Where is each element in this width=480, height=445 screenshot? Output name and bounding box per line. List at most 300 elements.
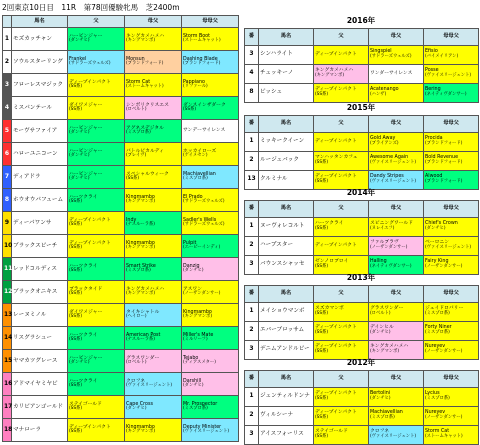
- father-name: ディープインパクト: [69, 240, 111, 246]
- result-row: [245, 406, 479, 425]
- father-line: (SS系): [69, 222, 83, 228]
- result-mother-father-cell: [369, 406, 424, 425]
- year-results-table: [244, 370, 479, 445]
- mother-father-line: (キングマンボ): [126, 245, 156, 251]
- mother-father-name: Kingmambo: [126, 194, 155, 200]
- mother-father-cell: [125, 350, 182, 373]
- mother-mother-father-line: (ストームキャット): [183, 38, 221, 44]
- results-header-ban: 番: [245, 286, 259, 303]
- result-father-line: (SS系): [315, 348, 329, 354]
- result-mother-mother-father-cell: [424, 236, 479, 255]
- result-father-line: (SS系): [315, 225, 329, 231]
- result-mother-father-line: (ダンチヒ): [370, 395, 391, 401]
- father-name: ブラックタイド: [69, 286, 103, 292]
- results-header-name: 馬名: [259, 286, 314, 303]
- horse-name: カリビアンゴールド: [12, 396, 68, 419]
- result-row: [245, 83, 479, 102]
- mother-mother-father-line: (ダンチヒ): [183, 268, 204, 274]
- mother-father-cell: [125, 120, 182, 143]
- result-number: 2: [245, 406, 259, 425]
- father-cell: [68, 97, 125, 120]
- mother-father-cell: [125, 143, 182, 166]
- result-father-name: ハーツクライ: [315, 221, 344, 227]
- horse-number: 15: [3, 350, 12, 373]
- father-line: (SS系): [69, 337, 83, 343]
- result-mother-father-line: (ダンチヒ): [370, 329, 391, 335]
- father-cell: [68, 189, 125, 212]
- father-name: ハービンジャー: [69, 171, 103, 177]
- result-mother-mother-father-name: Lycius: [425, 391, 440, 397]
- result-mother-father-cell: [369, 321, 424, 340]
- result-horse-name: アイスフォーリス: [259, 425, 314, 444]
- father-name: ハーツクライ: [69, 378, 98, 384]
- mother-father-line: (SS系): [126, 176, 140, 182]
- year-heading: 2013年: [346, 273, 376, 282]
- horse-number: 7: [3, 166, 12, 189]
- entry-header-name: 馬名: [12, 16, 68, 28]
- result-mother-father-name: Gold Away: [370, 136, 396, 142]
- mother-father-line: (ロベルト): [126, 107, 147, 113]
- entry-row: [3, 97, 239, 120]
- horse-name: ブラックスビーチ: [12, 235, 68, 258]
- mother-mother-father-name: Tejabo: [183, 355, 199, 361]
- mother-father-name: American Post: [126, 332, 161, 338]
- result-mother-father-line: (サドラーズウェルズ): [370, 53, 412, 59]
- results-header-father: 父: [314, 201, 369, 218]
- father-name: ステイゴールド: [69, 401, 102, 407]
- results-header-row: [245, 286, 479, 303]
- year-results-table: [244, 115, 479, 190]
- result-mother-father-cell: [369, 64, 424, 83]
- result-mother-father-line: (ミスプロ系): [370, 414, 395, 420]
- result-mother-father-name: キングカメハメハ: [370, 344, 409, 350]
- mother-father-line: (ロベルト): [126, 360, 147, 366]
- result-mother-mother-father-name: Alwood: [425, 174, 443, 180]
- father-line: (SS系): [69, 314, 83, 320]
- entry-row: [3, 212, 239, 235]
- mother-father-cell: [125, 281, 182, 304]
- father-cell: [68, 327, 125, 350]
- mother-father-line: (キングマンボ): [126, 429, 156, 435]
- mother-mother-father-name: Kingmambo: [183, 309, 212, 315]
- result-horse-name: ミッキークイーン: [259, 132, 314, 151]
- result-mother-father-cell: [369, 83, 424, 102]
- result-mother-father-name: Halling: [370, 259, 387, 265]
- result-mother-mother-father-line: (ダンチヒ): [425, 225, 446, 231]
- result-mother-father-line: (キングマンボ): [370, 348, 400, 354]
- entry-row: [3, 189, 239, 212]
- result-mother-father-line: (ヌレイエフ): [370, 225, 395, 231]
- result-horse-name: バウンスシャッセ: [259, 255, 314, 274]
- result-mother-mother-father-name: Posse: [425, 68, 439, 74]
- year-results-table: [244, 285, 479, 360]
- father-line: (SS系): [69, 291, 83, 297]
- result-number: 2: [245, 321, 259, 340]
- entry-row: [3, 373, 239, 396]
- mother-mother-father-line: (サドラーズウェルズ): [183, 222, 225, 228]
- result-mother-mother-father-line: (ノーザンダンサー): [425, 414, 463, 420]
- mother-father-cell: [125, 304, 182, 327]
- year-heading: 2015年: [346, 103, 376, 112]
- father-cell: [68, 281, 125, 304]
- father-line: (ダンチヒ): [69, 130, 90, 136]
- result-row: [245, 425, 479, 444]
- result-row: [245, 217, 479, 236]
- result-mother-mother-father-name: Efisio: [425, 49, 438, 55]
- result-father-line: (キングマンボ): [315, 72, 345, 78]
- horse-name: ソウルスターリング: [12, 51, 68, 74]
- mother-mother-father-cell: [182, 74, 239, 97]
- mother-mother-father-cell: [182, 258, 239, 281]
- father-cell: [68, 235, 125, 258]
- mother-father-line: (キングマンボ): [126, 38, 156, 44]
- father-cell: [68, 212, 125, 235]
- result-number: 3: [245, 425, 259, 444]
- result-mother-mother-father-line: (ブランドフォード): [425, 178, 463, 184]
- result-row: [245, 387, 479, 406]
- entry-header-mother-father: 母父: [125, 16, 182, 28]
- results-header-mother-father: 母父: [369, 116, 424, 133]
- result-horse-name: ルージュバック: [259, 151, 314, 170]
- horse-name: ディアドラ: [12, 166, 68, 189]
- result-mother-mother-father-line: (ブランドフォード): [425, 140, 463, 146]
- results-header-mother-mother-father: 母母父: [424, 29, 479, 46]
- mother-father-cell: [125, 258, 182, 281]
- results-header-mother-mother-father: 母母父: [424, 116, 479, 133]
- result-row: [245, 64, 479, 83]
- father-line: (SS系): [69, 383, 83, 389]
- result-mother-mother-father-cell: [424, 64, 479, 83]
- horse-name: ブラックオニキス: [12, 281, 68, 304]
- result-horse-name: チェッキーノ: [259, 64, 314, 83]
- mother-father-line: (ナスルーラ系): [126, 337, 155, 343]
- mother-mother-father-cell: [182, 97, 239, 120]
- result-mother-father-name: Awesome Again: [370, 155, 409, 161]
- entry-row: [3, 281, 239, 304]
- page-title: 2回東京10日目 11R 第78回優駿牝馬 芝2400m: [2, 3, 180, 12]
- result-mother-mother-father-name: Fairy King: [425, 259, 449, 265]
- result-mother-mother-father-line: (ミスプロ系): [425, 329, 450, 335]
- results-header-mother-father: 母父: [369, 286, 424, 303]
- mother-father-line: (ナスルーラ系): [126, 222, 155, 228]
- results-header-mother-mother-father: 母母父: [424, 286, 479, 303]
- result-mother-father-name: Machiavellian: [370, 410, 403, 416]
- result-father-line: (SS系): [315, 263, 329, 269]
- entry-header-mother-mother-father: 母母父: [182, 16, 239, 28]
- result-number: 13: [245, 170, 259, 189]
- entry-table: [2, 15, 239, 442]
- horse-name: リスグラシュー: [12, 327, 68, 350]
- result-mother-mother-father-name: ベーロニン: [425, 240, 449, 246]
- result-number: 2: [245, 236, 259, 255]
- result-number: 4: [245, 64, 259, 83]
- entry-header-num: [3, 16, 12, 28]
- mother-father-cell: [125, 235, 182, 258]
- result-mother-mother-father-cell: [424, 425, 479, 444]
- result-horse-name: ジェンティルドンナ: [259, 387, 314, 406]
- result-father-name: ステイゴールド: [315, 429, 348, 435]
- mother-father-line: (ミスプロ系): [126, 268, 151, 274]
- entry-row: [3, 419, 239, 442]
- entry-row: [3, 51, 239, 74]
- result-mother-mother-father-name: Bering: [425, 87, 441, 93]
- results-header-name: 馬名: [259, 29, 314, 46]
- mother-mother-father-name: ダンスインザダーク: [183, 102, 226, 108]
- mother-father-name: シンボリクリスエス: [126, 102, 169, 108]
- results-header-row: [245, 116, 479, 133]
- entry-row: [3, 396, 239, 419]
- result-mother-father-line: (ロベルト): [370, 310, 391, 316]
- results-header-father: 父: [314, 29, 369, 46]
- mother-mother-father-cell: [182, 396, 239, 419]
- result-number: 3: [245, 255, 259, 274]
- father-cell: [68, 51, 125, 74]
- mother-mother-father-cell: [182, 235, 239, 258]
- result-mother-mother-father-name: Procida: [425, 136, 443, 142]
- mother-mother-father-cell: [182, 281, 239, 304]
- horse-number: 3: [3, 74, 12, 97]
- result-mother-mother-father-line: (バイメイリアン): [425, 53, 459, 59]
- father-name: ハーツクライ: [69, 194, 98, 200]
- results-header-ban: 番: [245, 116, 259, 133]
- result-mother-mother-father-name: Storm Cat: [425, 429, 450, 435]
- results-header-mother-mother-father: 母母父: [424, 371, 479, 388]
- results-header-ban: 番: [245, 201, 259, 218]
- mother-mother-father-cell: [182, 373, 239, 396]
- mother-father-name: Cape Cross: [126, 401, 153, 407]
- mother-mother-father-cell: [182, 166, 239, 189]
- result-father-line: (SS系): [315, 433, 329, 439]
- result-father-line: (SS系): [315, 159, 329, 165]
- horse-number: 11: [3, 258, 12, 281]
- results-header-name: 馬名: [259, 201, 314, 218]
- result-father-cell: [314, 83, 369, 102]
- result-row: [245, 45, 479, 64]
- mother-father-cell: [125, 212, 182, 235]
- result-mother-mother-father-line: (ヴァイスリージェント): [425, 244, 472, 250]
- result-father-name: ゼンノロブロイ: [315, 259, 349, 265]
- result-number: 3: [245, 45, 259, 64]
- father-line: (SS系): [69, 107, 83, 113]
- result-mother-mother-father-name: Nureyev: [425, 344, 446, 350]
- mother-mother-father-cell: [182, 120, 239, 143]
- result-horse-name: クルミナル: [259, 170, 314, 189]
- mother-mother-father-line: (ディアスメター): [183, 360, 216, 366]
- father-name: ハーツクライ: [69, 332, 98, 338]
- result-father-name: ディープインパクト: [315, 242, 357, 248]
- result-father-name: キングカメハメハ: [315, 68, 354, 74]
- result-father-cell: [314, 151, 369, 170]
- mother-father-name: アグネスデジタル: [126, 125, 164, 131]
- result-mother-mother-father-line: (ストームキャット): [425, 433, 463, 439]
- result-mother-father-line: (ノーザンダンサー): [370, 244, 408, 250]
- result-mother-mother-father-name: Bold Revenue: [425, 155, 459, 161]
- mother-mother-father-line: (ミルリーフ): [183, 337, 208, 343]
- mother-father-line: (ヴァイスリージェント): [126, 383, 173, 389]
- result-father-line: (SS系): [315, 414, 329, 420]
- result-father-cell: [314, 64, 369, 83]
- mother-mother-father-line: (ゲイメセン): [183, 153, 208, 159]
- mother-mother-father-cell: [182, 327, 239, 350]
- results-header-ban: 番: [245, 371, 259, 388]
- horse-number: 1: [3, 28, 12, 51]
- mother-mother-father-name: Deputy Minister: [183, 424, 222, 430]
- father-cell: [68, 143, 125, 166]
- father-cell: [68, 396, 125, 419]
- result-mother-father-cell: [369, 302, 424, 321]
- horse-name: モズカッチャン: [12, 28, 68, 51]
- entry-row: [3, 304, 239, 327]
- mother-father-name: Monsun: [126, 56, 145, 62]
- result-mother-father-line: (ヴァイスリージェント): [370, 178, 417, 184]
- result-mother-father-cell: [369, 236, 424, 255]
- result-mother-father-name: Bertolini: [370, 391, 391, 397]
- result-number: 1: [245, 217, 259, 236]
- result-horse-name: ビッシュ: [259, 83, 314, 102]
- result-mother-father-line: (ヴァイスリージェント): [370, 433, 417, 439]
- mother-mother-father-cell: [182, 304, 239, 327]
- father-cell: [68, 350, 125, 373]
- result-mother-mother-father-name: Forty Niner: [425, 325, 452, 331]
- entry-row: [3, 327, 239, 350]
- result-number: 3: [245, 340, 259, 359]
- result-father-line: (SS系): [315, 91, 329, 97]
- mother-mother-father-line: (エーピーインディ): [183, 245, 221, 251]
- mother-mother-father-cell: [182, 28, 239, 51]
- result-horse-name: ハープスター: [259, 236, 314, 255]
- mother-mother-father-name: Miller's Mate: [183, 332, 214, 338]
- entry-row: [3, 350, 239, 373]
- result-mother-father-name: ファルブラヴ: [370, 240, 399, 246]
- horse-number: 16: [3, 373, 12, 396]
- mother-father-name: Storm Cat: [126, 79, 151, 85]
- mother-father-name: Smart Strike: [126, 263, 156, 269]
- father-line: (SS系): [69, 268, 83, 274]
- horse-number: 18: [3, 419, 12, 442]
- horse-name: フローレスマジック: [12, 74, 68, 97]
- results-header-name: 馬名: [259, 116, 314, 133]
- horse-name: レーヌミノル: [12, 304, 68, 327]
- horse-name: レッドコルディス: [12, 258, 68, 281]
- father-cell: [68, 373, 125, 396]
- mother-mother-father-line: (ブランドフォード): [183, 61, 221, 67]
- result-horse-name: ヌーヴォレコルト: [259, 217, 314, 236]
- result-father-cell: [314, 45, 369, 64]
- result-horse-name: シンハライト: [259, 45, 314, 64]
- entry-row: [3, 74, 239, 97]
- result-father-name: ディープインパクト: [315, 325, 357, 331]
- mother-mother-father-name: Danzig: [183, 263, 200, 269]
- father-cell: [68, 304, 125, 327]
- mother-father-cell: [125, 28, 182, 51]
- mother-father-cell: [125, 419, 182, 442]
- mother-mother-father-name: アスワン: [183, 286, 202, 292]
- result-number: 2: [245, 151, 259, 170]
- mother-mother-father-line: (ノーザンダンサー): [183, 291, 221, 297]
- father-cell: [68, 419, 125, 442]
- result-father-name: ディープインパクト: [315, 138, 357, 144]
- result-father-name: ディープインパクト: [315, 410, 357, 416]
- horse-number: 10: [3, 235, 12, 258]
- result-mother-father-cell: [369, 425, 424, 444]
- mother-mother-father-name: Storm Boot: [183, 33, 210, 39]
- result-mother-father-cell: [369, 45, 424, 64]
- result-mother-mother-father-cell: [424, 406, 479, 425]
- results-header-mother-father: 母父: [369, 29, 424, 46]
- result-father-name: スズカマンボ: [315, 306, 344, 312]
- year-heading: 2012年: [346, 358, 376, 367]
- result-mother-father-cell: [369, 217, 424, 236]
- result-horse-name: メイショウマンボ: [259, 302, 314, 321]
- father-line: (SS系): [69, 429, 83, 435]
- result-father-cell: [314, 321, 369, 340]
- result-row: [245, 132, 479, 151]
- mother-mother-father-cell: [182, 212, 239, 235]
- horse-number: 12: [3, 281, 12, 304]
- father-line: (SS系): [69, 406, 83, 412]
- mother-father-name: Kingmambo: [126, 240, 155, 246]
- mother-mother-father-name: ホッカイローズ: [183, 148, 217, 154]
- result-mother-father-cell: [369, 387, 424, 406]
- year-results-table: [244, 200, 479, 275]
- result-father-cell: [314, 425, 369, 444]
- result-father-line: (SS系): [315, 310, 329, 316]
- mother-father-line: (ブランドフォード): [126, 61, 164, 67]
- mother-mother-father-cell: [182, 350, 239, 373]
- father-name: Frankel: [69, 56, 87, 62]
- father-name: ハービンジャー: [69, 125, 103, 131]
- mother-mother-father-line: (サドラーズウェルズ): [183, 199, 225, 205]
- horse-name: ミスパンテール: [12, 97, 68, 120]
- results-header-row: [245, 29, 479, 46]
- entry-header-row: [3, 16, 239, 28]
- result-mother-mother-father-name: Nureyev: [425, 410, 446, 416]
- horse-number: 6: [3, 143, 12, 166]
- result-father-cell: [314, 406, 369, 425]
- results-header-ban: 番: [245, 29, 259, 46]
- father-name: ディープインパクト: [69, 217, 111, 223]
- result-father-line: (SS系): [315, 329, 329, 335]
- entry-row: [3, 258, 239, 281]
- horse-name: マナローラ: [12, 419, 68, 442]
- mother-father-cell: [125, 189, 182, 212]
- result-mother-father-name: スピニングワールド: [370, 221, 413, 227]
- father-cell: [68, 166, 125, 189]
- horse-number: 8: [3, 189, 12, 212]
- result-mother-mother-father-cell: [424, 387, 479, 406]
- results-header-father: 父: [314, 286, 369, 303]
- result-father-name: ディープインパクト: [315, 174, 357, 180]
- result-father-name: ディープインパクト: [315, 391, 357, 397]
- mother-father-cell: [125, 51, 182, 74]
- father-line: (サドラーズウェルズ): [69, 61, 111, 67]
- horse-name: モーヴサファイア: [12, 120, 68, 143]
- result-mother-father-name: Singspiel: [370, 49, 392, 55]
- result-mother-mother-father-line: (ノーザンダンサー): [425, 263, 463, 269]
- father-name: ディープインパクト: [69, 424, 111, 430]
- result-mother-father-line: (ブライアンズ): [370, 140, 399, 146]
- year-heading: 2014年: [346, 188, 376, 197]
- father-name: ハービンジャー: [69, 33, 103, 39]
- horse-number: 2: [3, 51, 12, 74]
- father-line: (SS系): [69, 245, 83, 251]
- father-line: (ダンチヒ): [69, 38, 90, 44]
- father-line: (ダンチヒ): [69, 360, 90, 366]
- result-mother-mother-father-line: (ミスプロ系): [425, 310, 450, 316]
- father-cell: [68, 120, 125, 143]
- result-father-name: ディープインパクト: [315, 87, 357, 93]
- mother-father-name: クロフネ: [126, 378, 145, 384]
